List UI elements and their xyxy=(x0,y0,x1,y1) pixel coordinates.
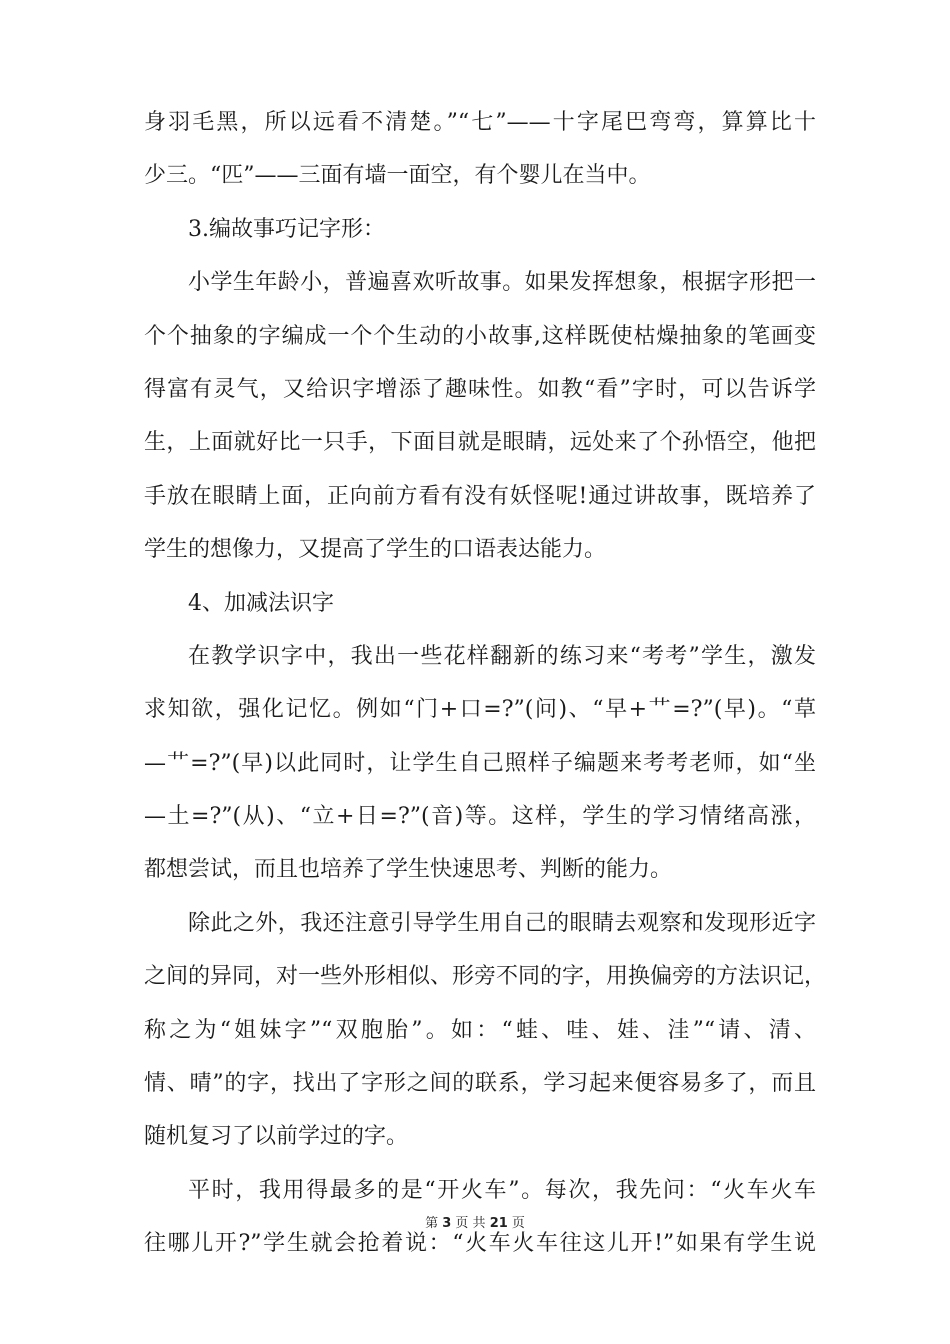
footer-prefix: 第 xyxy=(425,1216,439,1231)
footer-middle: 页 共 xyxy=(455,1216,486,1231)
footer-total-pages: 21 xyxy=(489,1216,508,1231)
document-body xyxy=(144,96,827,1271)
footer-current-page: 3 xyxy=(442,1216,452,1231)
text-line: 在教学识字中，我出一些花样翻新的练习来“考考”学生，激发 xyxy=(188,643,816,669)
text-line: 求知欲，强化记忆。例如“门+口=?”(问)、“早+艹=?”(早)。“草 xyxy=(144,697,816,723)
text-line: 平时，我用得最多的是“开火车”。每次，我先问：“火车火车 xyxy=(188,1177,816,1203)
text-line: 身羽毛黑，所以远看不清楚。”“七”——十字尾巴弯弯，算算比十 xyxy=(144,110,816,135)
text-line: 随机复习了以前学过的字。 xyxy=(144,1124,409,1150)
text-line: 生，上面就好比一只手，下面目就是眼睛，远处来了个孙悟空，他把 xyxy=(144,430,816,456)
text-line: 个个抽象的字编成一个个生动的小故事,这样既使枯燥抽象的笔画变 xyxy=(144,323,816,349)
text-line: 学生的想像力，又提高了学生的口语表达能力。 xyxy=(144,537,607,563)
page-footer xyxy=(0,1212,950,1231)
text-line: 都想尝试，而且也培养了学生快速思考、判断的能力。 xyxy=(144,857,673,883)
text-line: 往哪儿开?”学生就会抢着说：“火车火车往这儿开!”如果有学生说 xyxy=(144,1231,816,1257)
text-line: 除此之外，我还注意引导学生用自己的眼睛去观察和发现形近字 xyxy=(188,910,816,936)
text-line: 3.编故事巧记字形： xyxy=(188,216,385,242)
text-line: 称之为“姐妹字”“双胞胎”。如：“蛙、哇、娃、洼”“请、清、 xyxy=(144,1017,816,1043)
text-line: 小学生年龄小，普遍喜欢听故事。如果发挥想象，根据字形把一 xyxy=(188,270,816,296)
text-line: 之间的异同，对一些外形相似、形旁不同的字，用换偏旁的方法识记， xyxy=(144,964,827,990)
text-line: 少三。“匹”——三面有墙一面空，有个婴儿在当中。 xyxy=(144,163,651,189)
text-line: —土=?”(从)、“立+日=?”(音)等。这样，学生的学习情绪高涨， xyxy=(144,804,816,830)
footer-suffix: 页 xyxy=(511,1216,525,1231)
text-line: 情、晴”的字，找出了字形之间的联系，学习起来便容易多了，而且 xyxy=(144,1071,816,1097)
text-line: 得富有灵气，又给识字增添了趣味性。如教“看”字时，可以告诉学 xyxy=(144,376,816,402)
text-line: 手放在眼睛上面，正向前方看有没有妖怪呢!通过讲故事，既培养了 xyxy=(144,483,816,509)
text-line: —艹=?”(早)以此同时，让学生自己照样子编题来考考老师，如“坐 xyxy=(144,750,816,776)
text-line: 4、加减法识字 xyxy=(188,590,334,616)
